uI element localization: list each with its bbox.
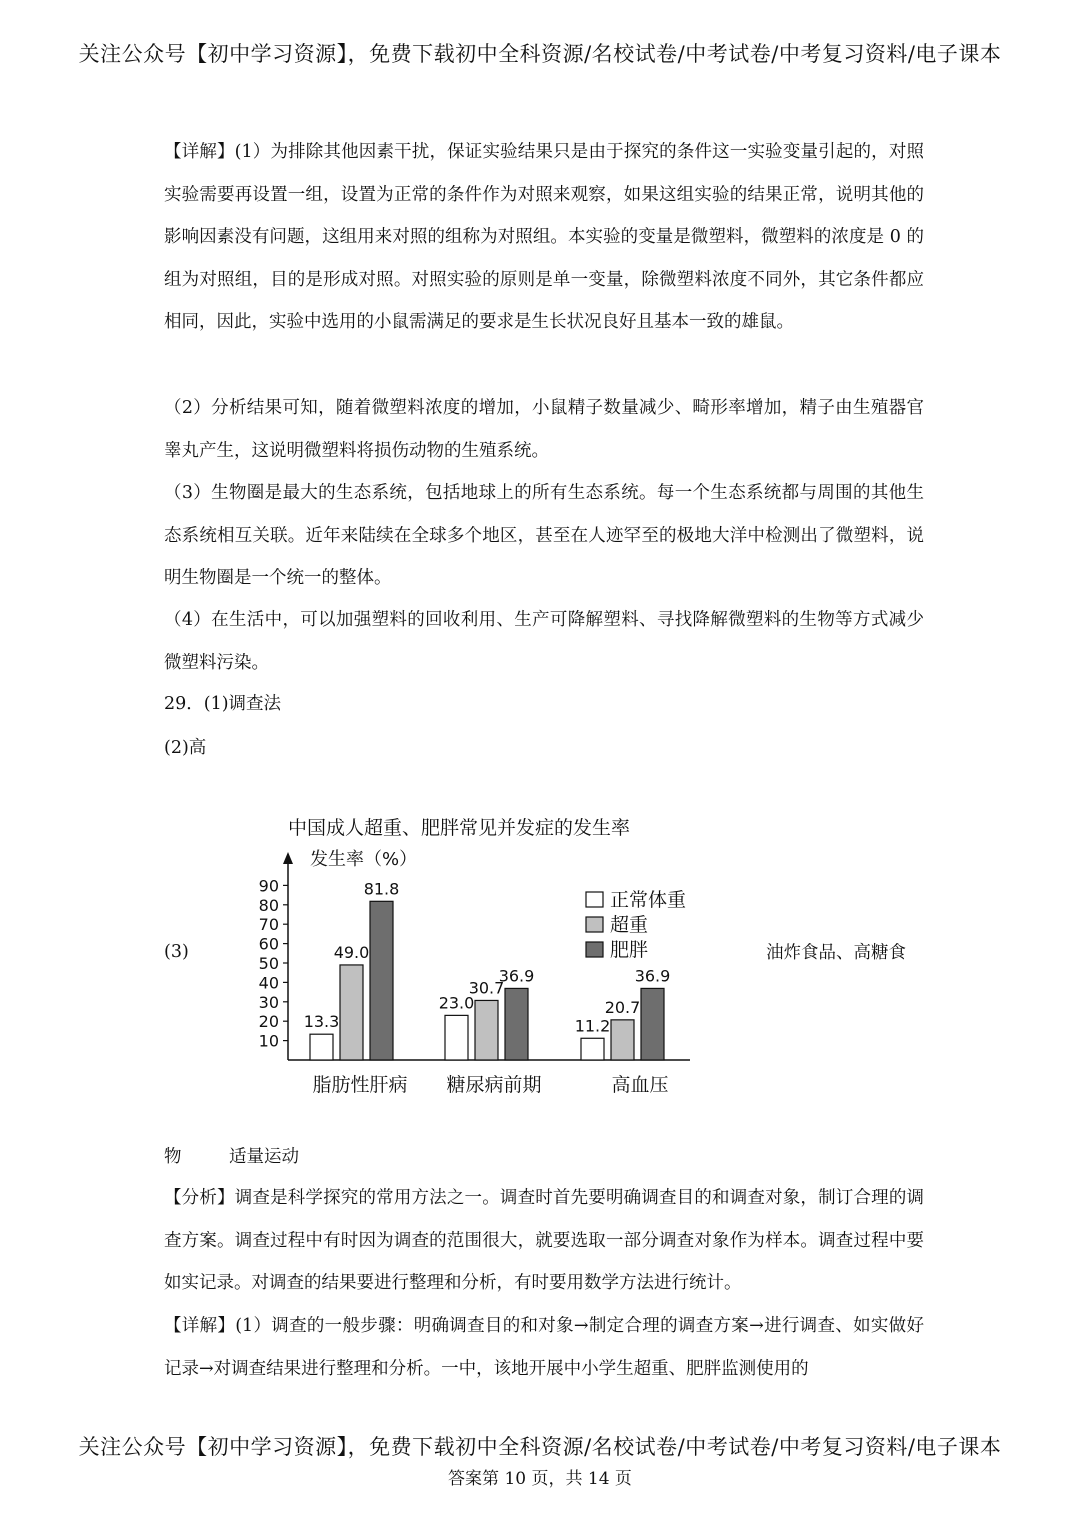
bar xyxy=(340,965,363,1060)
q29-answer-3-exercise: 适量运动 xyxy=(229,1147,299,1167)
bar-value-label: 36.9 xyxy=(634,966,671,986)
bar xyxy=(475,1000,498,1060)
bar-chart xyxy=(240,810,710,1110)
bar xyxy=(581,1038,604,1060)
q29-answer-1: 29．(1)调查法 xyxy=(164,694,282,714)
y-tick-label: 60 xyxy=(258,934,279,954)
q28-part3-paragraph: （3）生物圈是最大的生态系统，包括地球上的所有生态系统。每一个生态系统都与周围的其他生态系统相互关联。近年来陆续在全球多个地区，甚至在人迹罕至的极地大洋中检测出了微塑料，说明生物圈是一个统一的整体。 xyxy=(164,483,924,589)
legend-swatch xyxy=(586,917,603,932)
legend-swatch xyxy=(586,892,603,907)
top-banner: 关注公众号【初中学习资源】，免费下载初中全科资源/名校试卷/中考试卷/中考复习资料/电子课本 xyxy=(78,42,1002,66)
bar xyxy=(505,988,528,1060)
bar xyxy=(641,988,664,1060)
bar-value-label: 81.8 xyxy=(363,879,400,899)
y-tick-label: 80 xyxy=(258,895,279,915)
y-tick-label: 50 xyxy=(258,954,279,973)
category-label: 高血压 xyxy=(611,1074,669,1096)
bar-value-label: 49.0 xyxy=(333,942,370,962)
bar-value-label: 11.2 xyxy=(574,1016,611,1036)
y-axis-arrow xyxy=(283,852,293,864)
bar-value-label: 13.3 xyxy=(303,1012,340,1032)
bottom-banner: 关注公众号【初中学习资源】，免费下载初中全科资源/名校试卷/中考试卷/中考复习资料/电子课本 xyxy=(78,1435,1002,1459)
bar xyxy=(370,901,393,1060)
q29-answer-2: (2)高 xyxy=(164,738,207,758)
y-tick-label: 20 xyxy=(258,1012,279,1032)
category-label: 脂肪性肝病 xyxy=(312,1074,408,1096)
q29-detail-paragraph: 【详解】(1）调查的一般步骤：明确调查目的和对象→制定合理的调查方案→进行调查、如实做好记录→对调查结果进行整理和分析。一中，该地开展中小学生超重、肥胖监测使用的 xyxy=(164,1316,924,1379)
bar xyxy=(611,1020,634,1060)
chart-ylabel: 发生率（%） xyxy=(310,849,418,870)
legend-swatch xyxy=(586,942,603,957)
y-tick-label: 90 xyxy=(258,876,279,896)
chart-title: 中国成人超重、肥胖常见并发症的发生率 xyxy=(288,817,631,839)
legend-label: 肥胖 xyxy=(610,939,649,961)
page-footer: 答案第 10 页，共 14 页 xyxy=(448,1469,632,1489)
y-tick-label: 70 xyxy=(258,915,279,935)
y-tick-label: 10 xyxy=(258,1031,279,1051)
bar-value-label: 36.9 xyxy=(498,966,535,986)
y-tick-label: 30 xyxy=(258,992,279,1012)
y-tick-label: 40 xyxy=(258,973,279,993)
q29-answer-3-cont: 物 xyxy=(164,1147,182,1167)
q28-part4-paragraph: （4）在生活中，可以加强塑料的回收利用、生产可降解塑料、寻找降解微塑料的生物等方式减少微塑料污染。 xyxy=(164,610,924,673)
category-label: 糖尿病前期 xyxy=(446,1074,542,1096)
bar-value-label: 30.7 xyxy=(468,978,505,998)
legend-label: 超重 xyxy=(610,914,649,936)
bar-value-label: 20.7 xyxy=(604,997,641,1017)
legend-label: 正常体重 xyxy=(610,889,687,911)
bar xyxy=(445,1015,468,1060)
bar xyxy=(310,1034,333,1060)
q29-analysis-paragraph: 【分析】调查是科学探究的常用方法之一。调查时首先要明确调查目的和调查对象，制订合理的调查方案。调查过程中有时因为调查的范围很大，就要选取一部分调查对象作为样本。调查过程中要如实记录。对调查的结果要进行整理和分析，有时要用数学方法进行统计。 xyxy=(164,1188,924,1294)
q28-part2-paragraph: （2）分析结果可知，随着微塑料浓度的增加，小鼠精子数量减少、畸形率增加，精子由生殖器官睾丸产生，这说明微塑料将损伤动物的生殖系统。 xyxy=(164,398,924,461)
q29-answer-3-right: 油炸食品、高糖食 xyxy=(766,943,906,963)
q29-answer-3-label: (3) xyxy=(164,942,189,962)
bar-value-label: 23.0 xyxy=(438,993,475,1013)
q28-detail-paragraph: 【详解】(1）为排除其他因素干扰，保证实验结果只是由于探究的条件这一实验变量引起的，对照实验需要再设置一组，设置为正常的条件作为对照来观察，如果这组实验的结果正常，说明其他的影响因素没有问题，这组用来对照的组称为对照组。本实验的变量是微塑料，微塑料的浓度是 0 的组为对照组，目的是形成对照。对照实验的原则是单一变量，除微塑料浓度不同外，其它条件都应相同，因此，实验中选用的小鼠需满足的要求是生长状况良好且基本一致的雄鼠。 xyxy=(164,142,924,333)
